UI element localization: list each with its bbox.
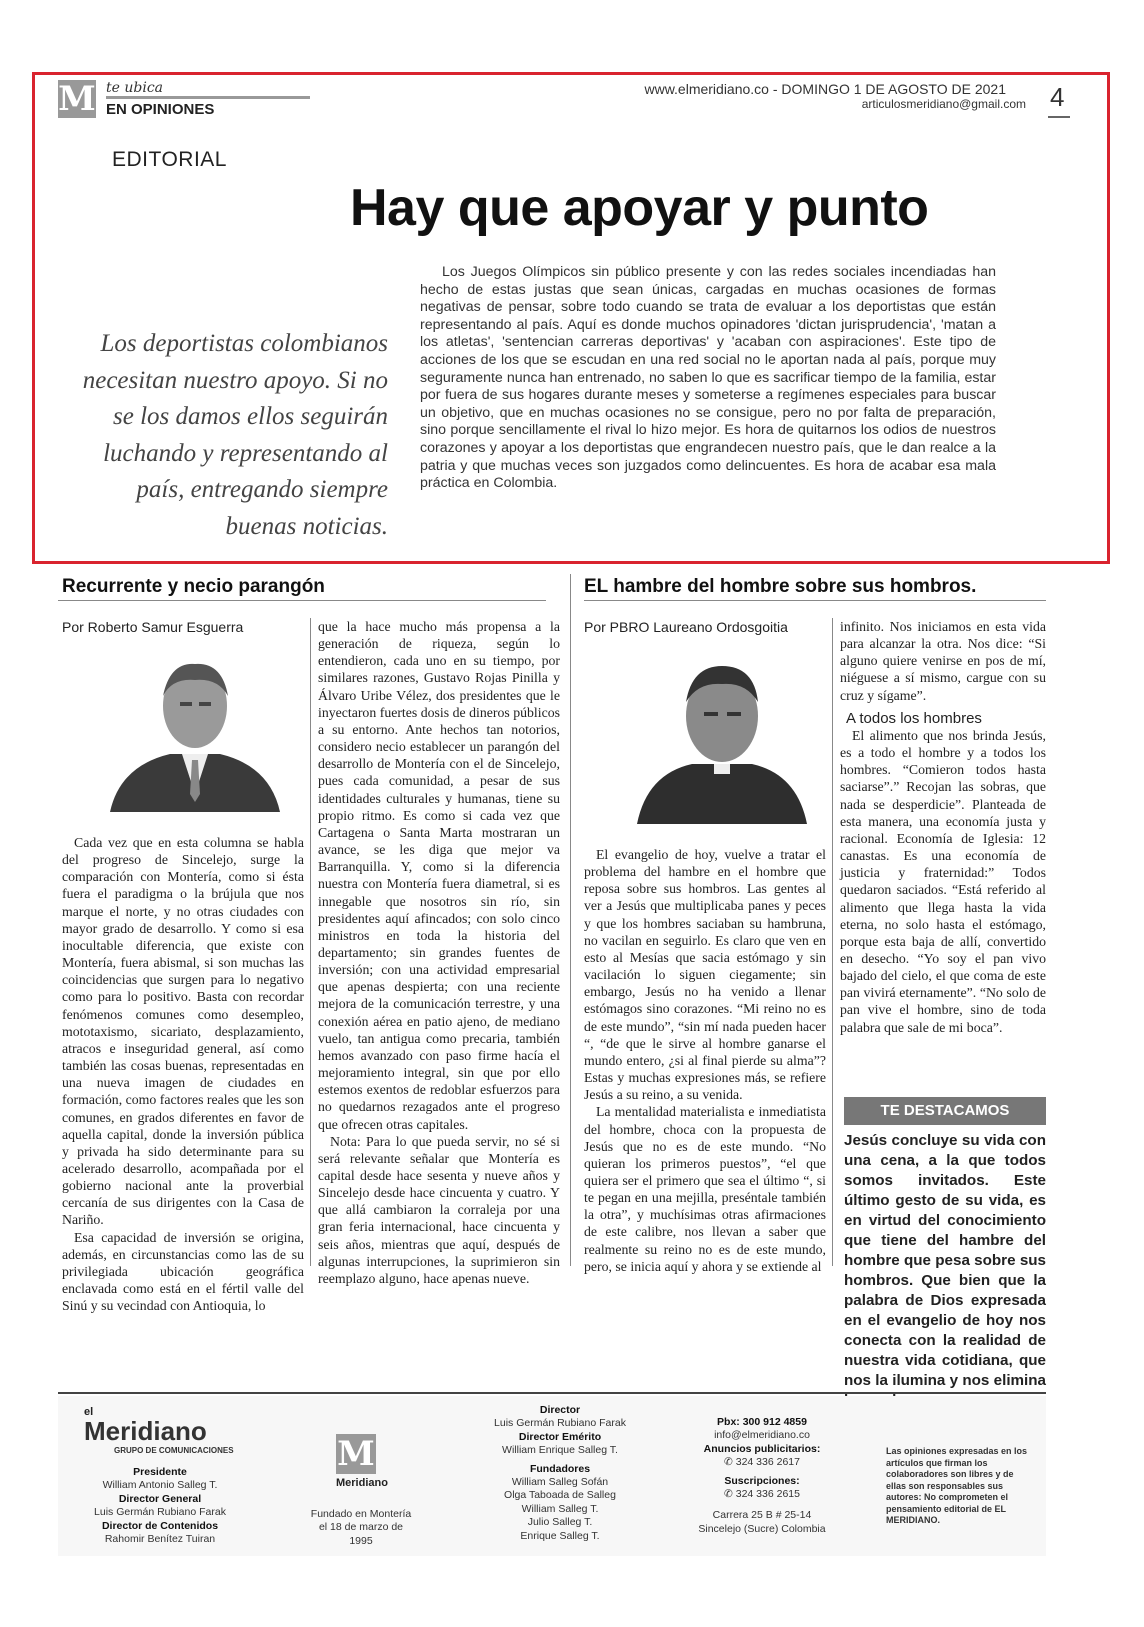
address: Carrera 25 B # 25-14 [712, 1509, 812, 1522]
footer-brand-sub: GRUPO DE COMUNICACIONES [114, 1446, 234, 1455]
article1-column-2 [318, 618, 560, 1287]
column-divider [310, 618, 311, 1266]
article1-paragraph: Nota: Para lo que pueda servir, no sé si será relevante señalar que Montería es capital desde hace sesenta y nueve años y Sincelejo desde hace cincuenta y cuatro. Y que allá cambiaron la corraleja por una gran feria internacional, hace cincuenta y seis años, mientras que aquí, después de algunas interrupciones, la suprimieron sin reemplazo alguno, hace apenas nueve. [318, 1133, 560, 1286]
footer-brand-el: el [84, 1406, 94, 1418]
te-ubica-label: te ubica [106, 80, 164, 96]
director-general-name: Luis Germán Rubiano Farak [94, 1506, 226, 1519]
article2-paragraph: infinito. Nos iniciamos en esta vida para alcanzar la otra. Nos dice: “Si alguno quiere venirse en pos de mí, niéguese a sí mismo, cargue con su cruz y sígame”. [840, 619, 1046, 703]
meridiano-logo-icon: M [58, 79, 96, 119]
footer-brand-logo: Meridiano [84, 1416, 207, 1446]
contact-email: articulosmeridiano@gmail.com [861, 97, 1026, 111]
director-label: Director [539, 1404, 581, 1416]
te-destacamos-text: Jesús concluye su vida con una cena, a la que todos somos invitados. Este último gesto de su vida, es en virtud del conocimiento que tiene del hambre del hombre que pesa sobre sus hombros. Que bien que la palabra de Dios expresada en el evangelio de hoy nos conecta con la realidad de nuestra vida cotidiana, que nos la ilumina y nos elimina [844, 1132, 1046, 1389]
article1-paragraph: que la hace mucho más propensa a la generación de riqueza, según lo entendieron, cada uno en su tiempo, por similares razones, Gustavo Rojas Pinilla y Álvaro Uribe Vélez, dos presidentes que le inyectaron fuertes dosis de dineros públicos a su entorno. Ante hechos tan notorios, considero necio establecer un parangón del desarrollo de Montería con el de Sincelejo, pues cada comunidad, a pesar de sus identidades culturales y humanas, tiene su propio ritmo. Es como si cada vez que Cartagena o Santa Marta mostraran un avance, se les diga que mejor va Barranquilla. Y, como si la diferencia nuestra con Montería fuera diametral, si es innegable que nosotros sin río, sin presidentes aquí afincados; con solo cinco ministros en toda la historia del departamento; sin grandes fuentes de inversión; con una actividad empresarial que apenas despierta; con una reciente mejora de la comunicación terrestre, y una conexión aérea en patio ajeno, de mediano vuelo, tan antigua como precaria, también hemos avanzado con paso firme hacía el mejoramiento integral, sin que por ello estemos exentos de redoblar esfuerzos para no quedarnos rezagados ante el progreso que ofrecen otras capitales. [318, 619, 560, 1132]
footer-rule [58, 1392, 1046, 1394]
editorial-pull-quote: Los deportistas colombianos necesitan nuestro apoyo. Si no se los damos ellos seguirán luchando y representando al país, entregando siempre buenas noticias. [82, 330, 388, 540]
footer-disclaimer: Las opiniones expresadas en los artículos que firman los colaboradores son libres y de ellas son responsables sus autores: No comprometen el pensamiento editorial de EL MERIDIANO. [886, 1446, 1028, 1525]
whatsapp-icon: ✆ [724, 1488, 733, 1501]
fundador-name: William Salleg T. [521, 1502, 599, 1515]
presidente-label: Presidente [133, 1466, 187, 1478]
center-logo-name: Meridiano [336, 1477, 388, 1489]
article2-paragraph: El evangelio de hoy, vuelve a tratar el problema del hambre en el hombre que reposa sobre sus hombros. Las gentes al ver a Jesús que multiplicaba panes y peces y que los hombres saciaban su hambruna, no vacilan en seguirlo. Es claro que ven en esto al Mesías que sacia estómago y sin vacilación lo siguen ciegamente; sin embargo, Jesús no ha venido a llenar estómagos sino corazones. “Mi reino no es de este mundo”, “sin mí nada pueden hacer “, “de que le sirve al hombre ganarse el mundo entero, ¿si al final pierde su alma”? Estas y muchas expresiones más, se refiere Jesús a su reino, a su venida. [584, 847, 826, 1103]
column-divider [832, 618, 833, 1266]
article1-paragraph: Cada vez que en esta columna se habla del progreso de Sincelejo, surge la comparación con Montería, como si ésta fuera el paradigma o la brújula que nos marque el norte, y no otras ciudades con mayor grado de desarrollo. Y como si esa inocultable diferencia, que existe con Montería, fuera abismal, si son muchas las coincidencias que surgen para lo negativo como para lo positivo. Basta con recordar fenómenos comunes como desempleo, mototaxismo, sicariato, desplazamiento, atracos e inseguridad general, así como también las cosas buenas, representadas en una nueva imagen de ciudades en formación, como factores reales que les son comunes, en grados diferentes en favor de aquella capital, donde la inversión pública y privada ha sido determinante para su acelerado desarrollo, acompañada por el gobierno nacional ante la proverbial cercanía de sus dirigentes con la Casa de Nariño. [62, 835, 304, 1228]
fundador-name: Julio Salleg T. [527, 1516, 593, 1529]
fundador-name: Enrique Salleg T. [520, 1529, 600, 1542]
city: Sincelejo (Sucre) Colombia [698, 1522, 826, 1535]
te-destacamos-label: TE DESTACAMOS [844, 1097, 1046, 1125]
director-contenidos-name: Rahomir Benítez Tuiran [104, 1533, 216, 1546]
article1-byline: Por Roberto Samur Esguerra [62, 619, 244, 635]
director-general-label: Director General [118, 1492, 202, 1505]
editorial-headline: Hay que apoyar y punto [350, 179, 929, 237]
editorial-body: Los Juegos Olímpicos sin público presente y con las redes sociales incendiadas han hecho de estas justas que sean únicas, cargadas en muchas ocasiones de formas negativas de pensar, sobre todo cuando se trata de evaluar a los deportistas que están representando al país. Aquí es donde muchos opinadores 'dictan jurisprudencia', 'matan a los atletas', 'sentencian carreras deportivas' y 'acaban con aspiraciones'. Este tipo de acciones de los que se escudan en una red social no le aportan nada al país, porque muy seguramente nunca han entrenado, no saben lo que es sacrificar tiempo de la familia, estar por fuera de sus hogares durante meses y someterse a regímenes especiales para buscar un objetivo, que en muchas ocasiones no se consigue, pero no por falta de preparación, sino porque sencillamente el rival lo hizo mejor. Es hora de quitarnos los odios de nuestros corazones y apoyar a los deportistas que engrandecen nuestro país, que le dan realce a la patria y que muchas veces son juzgados como delincuentes. Es hora de acabar esa mala práctica en Colombia. [420, 264, 996, 492]
author-portrait-icon [632, 644, 812, 824]
fundadores-label: Fundadores [529, 1462, 591, 1475]
article1-rule [58, 600, 546, 601]
article2-column-1 [584, 846, 826, 1275]
article1-title: Recurrente y necio parangón [62, 576, 325, 597]
page-number-rule [1048, 116, 1070, 118]
article2-paragraph: La mentalidad materialista e inmediatista del hombre, choca con la propuesta de Jesús que no es de este mundo. “No quieran los primeros puestos”, “el que quiera ser el primero que sea el último “, si te pegan en una mejilla, preséntale también la otra”, y muchísimas otras afirmaciones de este calibre, nos llevan a saber que realmente su reino no es de este mundo, pero, se inicia aquí y ahora y se extiende al [584, 1104, 826, 1274]
article2-subhead: A todos los hombres [846, 709, 982, 727]
article1-paragraph: Esa capacidad de inversión se origina, además, en circunstancias como las de su privilegiada ubicación geográfica enclavada como está en el fértil valle del Sinú y su vecindad con Antioquia, lo [62, 1229, 304, 1314]
fundado-text: Fundado en Montería el 18 de marzo de 1995 [310, 1508, 412, 1547]
anuncios-label: Anuncios publicitarios: [703, 1442, 821, 1455]
author-photo-roberto-samur [100, 644, 290, 812]
fundador-name: William Salleg Sofán [511, 1476, 609, 1489]
article2-title: EL hambre del hombre sobre sus hombros. [584, 576, 977, 597]
director-name: Luis Germán Rubiano Farak [494, 1417, 626, 1430]
footer-contact [672, 1416, 852, 1536]
article-divider [570, 574, 571, 1266]
director-emerito-name: William Enrique Salleg T. [502, 1444, 618, 1457]
article2-rule [584, 600, 1046, 601]
info-email: info@elmeridiano.co [714, 1429, 810, 1442]
suscripciones-phone: 324 336 2615 [735, 1488, 800, 1501]
author-portrait-icon [100, 644, 290, 812]
director-contenidos-label: Director de Contenidos [101, 1519, 219, 1532]
fundador-name: Olga Taboada de Salleg [504, 1489, 616, 1502]
presidente-name: William Antonio Salleg T. [102, 1479, 218, 1492]
dateline: www.elmeridiano.co - DOMINGO 1 DE AGOSTO DE 2021 [644, 81, 1006, 97]
anuncios-phone: 324 336 2617 [735, 1456, 800, 1469]
editorial-label: EDITORIAL [112, 148, 227, 171]
section-label: EN OPINIONES [106, 101, 215, 118]
author-photo-laureano-ordosgoitia [632, 644, 812, 824]
section-rule [106, 96, 310, 99]
suscripciones-label: Suscripciones: [724, 1474, 800, 1487]
director-emerito-label: Director Emérito [518, 1430, 602, 1443]
article2-paragraph: El alimento que nos brinda Jesús, es a todo el hombre y a todos los hombres. “Comieron todos hasta saciarse”.” Recojan las sobras, que nada se desperdicie”. Planteada de esta manera, una economía justa y racional. Economía de Iglesia: 12 canastas. Es una economía de justicia y fraternidad:” Todos quedaron saciados. “Está referido al alimento que llega hasta la vida eterna, no solo hasta el estómago, porque esta baja de allí, convertido en desecho. “Yo soy el pan vivo bajado del cielo, el que coma de este pan vivirá eternamente”. “No solo de pan vive el hombre, sino de toda palabra que sale de mi boca”. [840, 727, 1046, 1035]
center-logo-icon: M [337, 1434, 375, 1474]
article1-column-1 [62, 834, 304, 1314]
pbx-number: Pbx: 300 912 4859 [717, 1416, 807, 1428]
page-number: 4 [1050, 82, 1065, 112]
whatsapp-icon: ✆ [724, 1456, 733, 1469]
article2-byline: Por PBRO Laureano Ordosgoitia [584, 619, 788, 635]
footer-staff-left [70, 1466, 250, 1546]
footer-staff-center [470, 1404, 650, 1543]
article2-column-2 [840, 618, 1046, 1036]
